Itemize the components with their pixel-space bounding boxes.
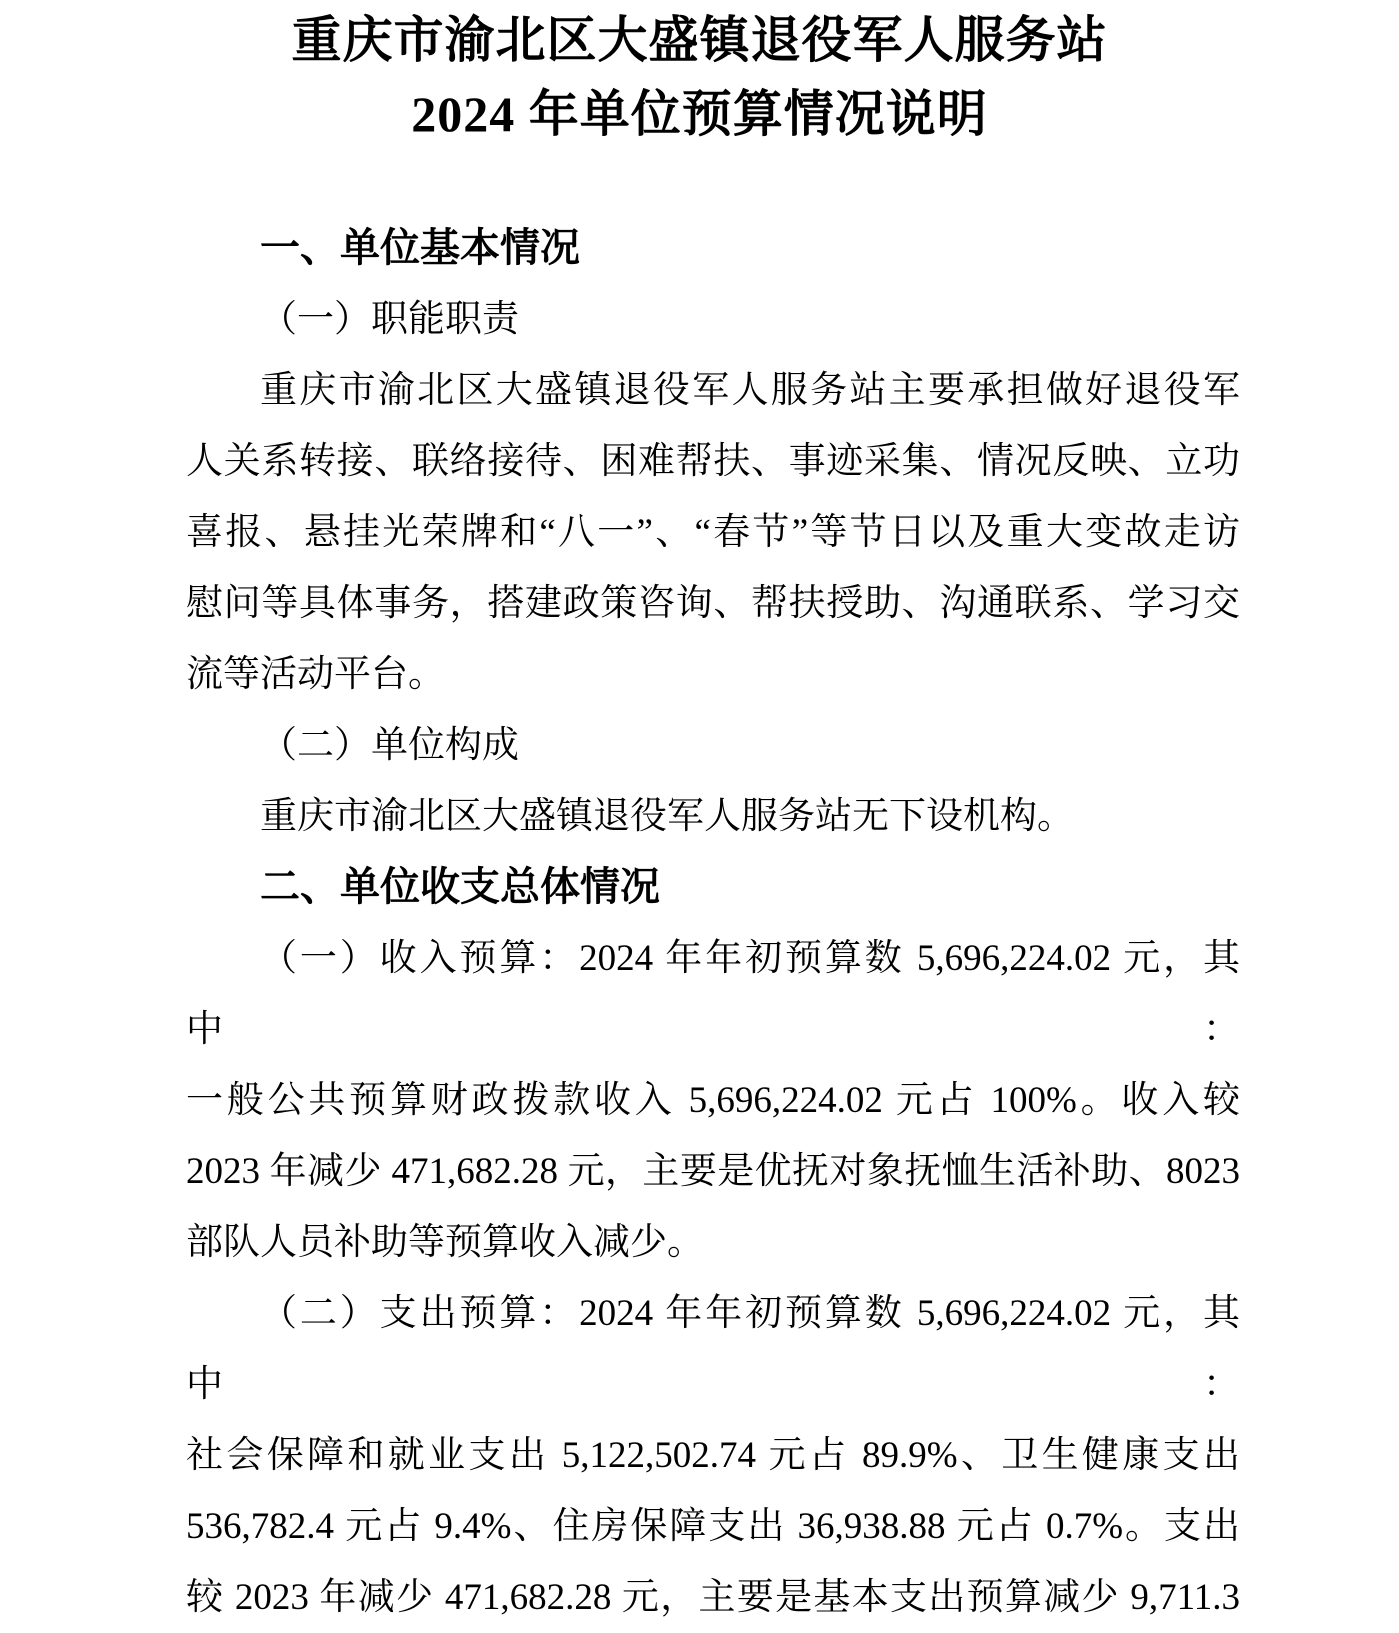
section-heading-budget-overview: 二、单位收支总体情况 xyxy=(260,865,660,909)
paragraph-income-budget-line-2: 一般公共预算财政拨款收入 5,696,224.02 元占 100%。收入较 xyxy=(186,1080,1240,1121)
section-heading-basic-info: 一、单位基本情况 xyxy=(260,226,580,270)
paragraph-duties-line-4: 慰问等具体事务，搭建政策咨询、帮扶授助、沟通联系、学习交 xyxy=(186,583,1240,624)
document-title-line-2: 2024 年单位预算情况说明 xyxy=(411,86,988,142)
paragraph-composition-line-1: 重庆市渝北区大盛镇退役军人服务站无下设机构。 xyxy=(260,796,1074,837)
document-title-line-1: 重庆市渝北区大盛镇退役军人服务站 xyxy=(291,12,1108,68)
paragraph-income-budget-line-3: 2023 年减少 471,682.28 元，主要是优抚对象抚恤生活补助、8023 xyxy=(186,1151,1240,1192)
document-body xyxy=(186,213,1240,1633)
paragraph-duties-line-5: 流等活动平台。 xyxy=(186,654,445,695)
paragraph-duties-line-1: 重庆市渝北区大盛镇退役军人服务站主要承担做好退役军 xyxy=(260,370,1240,411)
paragraph-expense-budget-line-3: 536,782.4 元占 9.4%、住房保障支出 36,938.88 元占 0.7%。支出 xyxy=(186,1506,1240,1547)
subsection-heading-duties: （一）职能职责 xyxy=(260,299,519,340)
paragraph-income-budget-line-1: （一）收入预算：2024 年年初预算数 5,696,224.02 元，其中： xyxy=(186,938,1240,1050)
paragraph-duties-line-2: 人关系转接、联络接待、困难帮扶、事迹采集、情况反映、立功 xyxy=(186,441,1240,482)
paragraph-duties-line-3: 喜报、悬挂光荣牌和“八一”、“春节”等节日以及重大变故走访 xyxy=(186,512,1240,553)
paragraph-income-budget-line-4: 部队人员补助等预算收入减少。 xyxy=(186,1222,704,1263)
paragraph-expense-budget-line-2: 社会保障和就业支出 5,122,502.74 元占 89.9%、卫生健康支出 xyxy=(186,1435,1240,1476)
document-title xyxy=(0,0,1399,151)
paragraph-expense-budget-line-1: （二）支出预算：2024 年年初预算数 5,696,224.02 元，其中： xyxy=(186,1293,1240,1405)
paragraph-expense-budget-line-4: 较 2023 年减少 471,682.28 元，主要是基本支出预算减少 9,711.3 xyxy=(186,1577,1240,1618)
subsection-heading-composition: （二）单位构成 xyxy=(260,725,519,766)
